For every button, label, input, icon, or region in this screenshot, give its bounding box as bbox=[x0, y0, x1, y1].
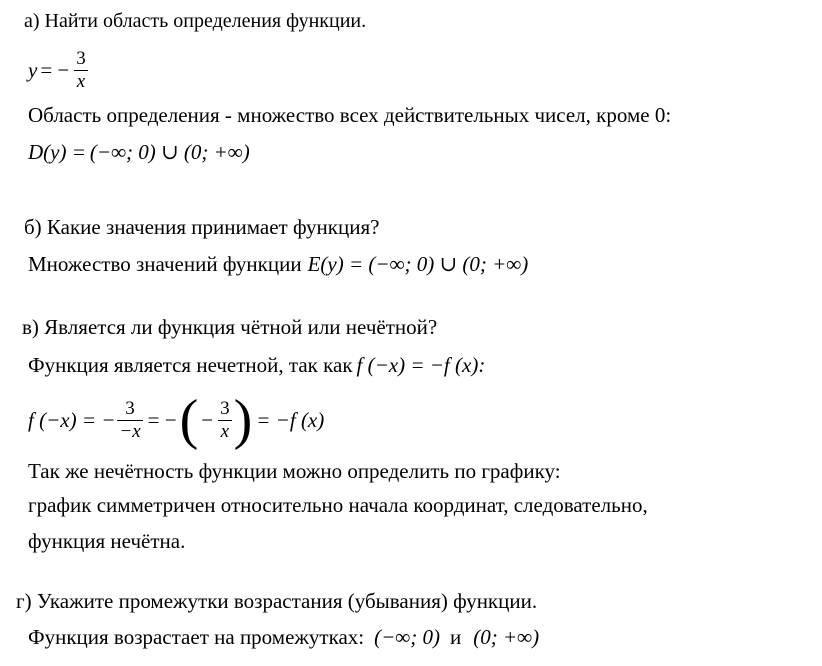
function-fraction-numerator: 3 bbox=[76, 47, 86, 69]
function-fraction-denominator: x bbox=[74, 70, 88, 93]
graph-text-1: Так же нечётность функции можно определить по графику: bbox=[28, 459, 561, 483]
increase-interval-2: (0; +∞) bbox=[473, 624, 540, 649]
proof-fraction-1 bbox=[117, 398, 142, 443]
increase-conjunction: и bbox=[450, 624, 462, 649]
section-c-heading: в) Является ли функция чётной или нечётной? bbox=[22, 315, 438, 339]
proof-fraction-2-denominator: x bbox=[218, 420, 232, 443]
domain-formula bbox=[28, 136, 250, 168]
odd-proof-formula: f (−x) = − $\frac{3}{-x}$ = − ( − $\frac{3}{x}$ ) = −f (x) bbox=[28, 389, 325, 451]
proof-fraction-2-numerator: 3 bbox=[220, 397, 230, 419]
range-text: Множество значений функции bbox=[28, 251, 302, 276]
proof-fraction-1-denominator: −x bbox=[119, 420, 141, 442]
section-b-heading: б) Какие значения принимает функция? bbox=[24, 215, 380, 239]
function-fraction bbox=[74, 48, 88, 93]
proof-inner-minus: − bbox=[201, 407, 214, 432]
function-equals-minus: = − bbox=[40, 57, 70, 82]
graph-text-2: график симметричен относительно начала координат, следовательно, bbox=[28, 493, 648, 517]
section-a-heading: а) Найти область определения функции. bbox=[24, 10, 367, 32]
function-variable-y: y bbox=[28, 57, 38, 82]
proof-rhs: = −f (x) bbox=[256, 407, 325, 432]
domain-formula-rhs: (−∞; 0) ∪ (0; +∞) bbox=[89, 139, 250, 164]
domain-text: Область определения - множество всех действительных чисел, кроме 0: bbox=[28, 103, 672, 127]
increase-interval-1: (−∞; 0) bbox=[374, 624, 440, 649]
graph-text-3: функция нечётна. bbox=[28, 529, 186, 553]
proof-mid: = − bbox=[147, 407, 177, 432]
domain-formula-lhs: D(y) = bbox=[28, 139, 86, 164]
proof-lhs: f (−x) = − bbox=[28, 407, 116, 432]
range-formula: E(y) = (−∞; 0) ∪ (0; +∞) bbox=[307, 251, 529, 276]
proof-fraction-1-numerator: 3 bbox=[125, 397, 135, 419]
odd-formula: f (−x) = −f (x): bbox=[356, 352, 486, 377]
odd-text: Функция является нечетной, так как bbox=[28, 352, 353, 377]
section-d-heading: г) Укажите промежутки возрастания (убывания) функции. bbox=[16, 589, 538, 613]
proof-fraction-2 bbox=[218, 398, 232, 443]
increase-text: Функция возрастает на промежутках: bbox=[28, 624, 365, 649]
range-line bbox=[28, 248, 528, 280]
function-formula bbox=[28, 42, 90, 98]
increase-line bbox=[28, 620, 539, 654]
odd-line bbox=[28, 348, 485, 382]
